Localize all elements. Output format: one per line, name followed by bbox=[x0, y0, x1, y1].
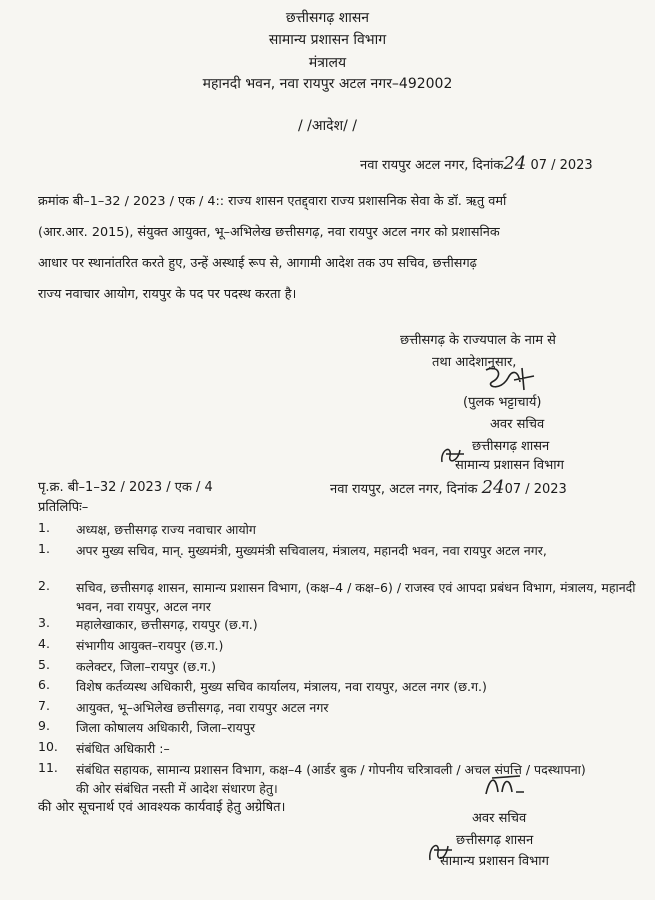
order-body-line-2: (आर.आर. 2015), संयुक्त आयुक्त, भू–अभिलेख छत्तीसगढ़, नवा रायपुर अटल नगर को प्रशासनिक bbox=[38, 225, 500, 240]
copy-item-num: 2. bbox=[38, 578, 50, 593]
sig1-govt: छत्तीसगढ़ शासन bbox=[472, 439, 550, 454]
copy-item-num: 11. bbox=[38, 760, 58, 775]
sig1-line-2: तथा आदेशानुसार, bbox=[432, 355, 517, 370]
copy-item-text: संभागीय आयुक्त–रायपुर (छ.ग.) bbox=[76, 638, 224, 653]
copy-item-text: कलेक्टर, जिला–रायपुर (छ.ग.) bbox=[76, 659, 217, 674]
copy-item-num: 5. bbox=[38, 657, 50, 672]
copy-item-text: अध्यक्ष, छत्तीसगढ़ राज्य नवाचार आयोग bbox=[76, 522, 256, 537]
order-body-line-4: राज्य नवाचार आयोग, रायपुर के पद पर पदस्थ करता है। bbox=[38, 287, 297, 302]
sig2-govt: छत्तीसगढ़ शासन bbox=[456, 833, 534, 848]
sig2-designation: अवर सचिव bbox=[472, 811, 527, 826]
endorsement-date-suffix: 07 / 2023 bbox=[504, 482, 567, 497]
header-govt: छत्तीसगढ़ शासन bbox=[285, 10, 370, 26]
endorsement-day-handwritten: 24 bbox=[481, 477, 505, 498]
closing-line: की ओर सूचनार्थ एवं आवश्यक कार्यवाई हेतु अग्रेषित। bbox=[38, 800, 286, 815]
header-address: महानदी भवन, नवा रायपुर अटल नगर–492002 bbox=[202, 76, 453, 92]
copy-item-text: अपर मुख्य सचिव, मान्. मुख्यमंत्री, मुख्यमंत्री सचिवालय, मंत्रालय, महानदी भवन, नवा रायपुर अटल नगर, bbox=[76, 543, 547, 558]
endorsement-date bbox=[330, 477, 567, 498]
sig1-designation: अवर सचिव bbox=[490, 417, 545, 432]
copy-item-text: संबंधित सहायक, सामान्य प्रशासन विभाग, कक्ष–4 (आर्डर बुक / गोपनीय चरित्रावली / अचल संपत्ति / पदस्थापना) की ओर संबंधित नस्ती में आदेश संधारण हेतु। bbox=[76, 762, 586, 796]
copy-item-text: संबंधित अधिकारी :– bbox=[76, 741, 170, 756]
copy-item-text: महालेखाकार, छत्तीसगढ़, रायपुर (छ.ग.) bbox=[76, 617, 258, 632]
copy-item-text: विशेष कर्तव्यस्थ अधिकारी, मुख्य सचिव कार्यालय, मंत्रालय, नवा रायपुर, अटल नगर (छ.ग.) bbox=[76, 679, 487, 694]
endorsement-ref: पृ.क्र. बी–1–32 / 2023 / एक / 4 bbox=[38, 480, 213, 495]
copy-item-num: 10. bbox=[38, 739, 58, 754]
signature-mark-1 bbox=[478, 362, 538, 396]
date-prefix: नवा रायपुर अटल नगर, दिनांक bbox=[360, 158, 504, 173]
copy-item-num: 1. bbox=[38, 520, 50, 535]
order-title: / /आदेश/ / bbox=[297, 118, 358, 134]
date-line bbox=[360, 153, 593, 174]
signature-mark-2 bbox=[480, 770, 530, 800]
sig1-line-1: छत्तीसगढ़ के राज्यपाल के नाम से bbox=[400, 333, 556, 348]
copy-item-num: 3. bbox=[38, 615, 50, 630]
sig1-dept: सामान्य प्रशासन विभाग bbox=[455, 458, 564, 473]
copy-item-num: 6. bbox=[38, 677, 50, 692]
signatory-name: (पुलक भट्टाचार्य) bbox=[463, 395, 542, 410]
copy-item-text: आयुक्त, भू–अभिलेख छत्तीसगढ़, नवा रायपुर अटल नगर bbox=[76, 700, 329, 715]
copy-item-num: 7. bbox=[38, 698, 50, 713]
endorsement-date-prefix: नवा रायपुर, अटल नगर, दिनांक bbox=[330, 482, 478, 497]
copy-label: प्रतिलिपिः– bbox=[38, 500, 89, 515]
header-dept: सामान्य प्रशासन विभाग bbox=[268, 32, 387, 48]
date-day-handwritten: 24 bbox=[503, 153, 527, 174]
sig2-dept: सामान्य प्रशासन विभाग bbox=[440, 854, 549, 869]
copy-item-num: 1. bbox=[38, 541, 50, 556]
copy-item-num: 4. bbox=[38, 636, 50, 651]
copy-item-text: सचिव, छत्तीसगढ़ शासन, सामान्य प्रशासन विभाग, (कक्ष–4 / कक्ष–6) / राजस्व एवं आपदा प्रबंधन विभाग, मंत्रालय, महानदी भवन, नवा रायपुर, अटल नगर bbox=[76, 580, 636, 614]
date-suffix: 07 / 2023 bbox=[530, 158, 593, 173]
header-ministry: मंत्रालय bbox=[308, 55, 347, 71]
copy-item-text: जिला कोषालय अधिकारी, जिला–रायपुर bbox=[76, 720, 256, 735]
order-body-line-1: क्रमांक बी–1–32 / 2023 / एक / 4:: राज्य शासन एतद्द्वारा राज्य प्रशासनिक सेवा के डॉ. ऋतु वर्मा bbox=[38, 194, 507, 209]
order-body-line-3: आधार पर स्थानांतरित करते हुए, उन्हें अस्थाई रूप से, आगामी आदेश तक उप सचिव, छत्तीसगढ़ bbox=[38, 256, 477, 271]
copy-item-num: 9. bbox=[38, 718, 50, 733]
